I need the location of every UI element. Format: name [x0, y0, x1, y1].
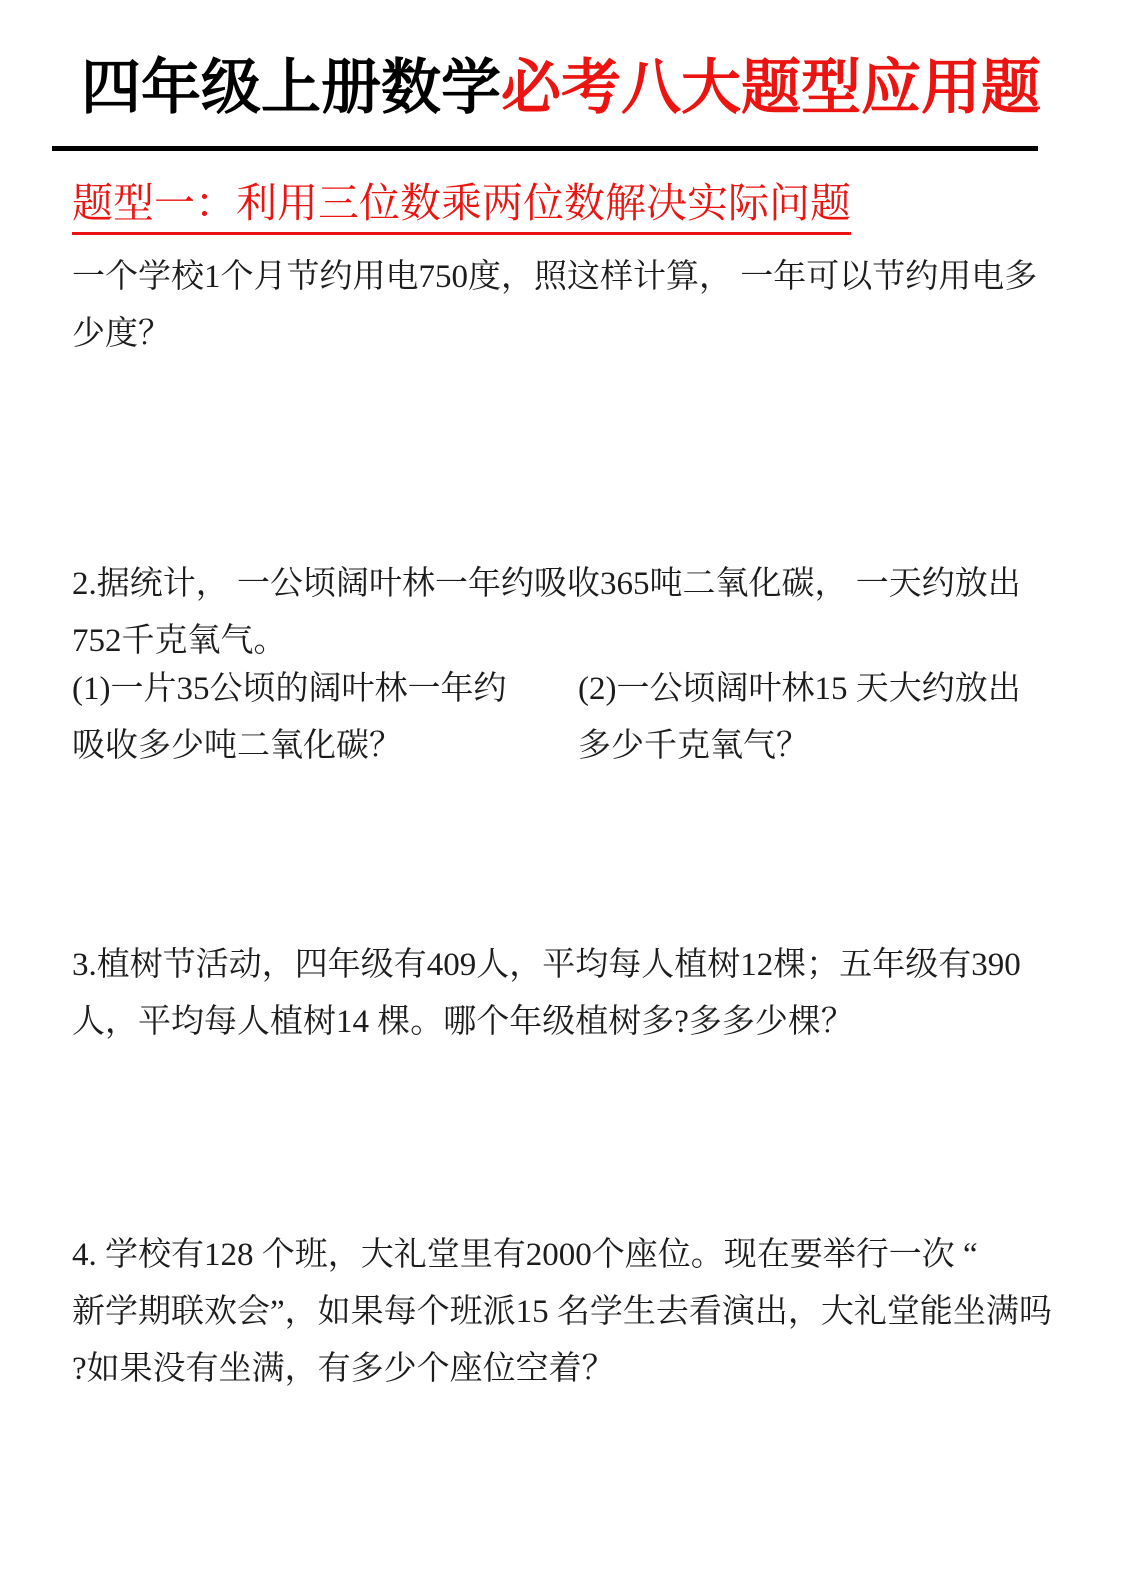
question-2-sub-1-line-1: (1)一片35公顷的阔叶林一年约	[72, 671, 507, 707]
question-2	[72, 556, 1021, 670]
question-2-sub-1-line-2: 吸收多少吨二氧化碳？	[72, 728, 402, 764]
question-2-sub-2	[578, 661, 1021, 775]
section-heading: 题型一：利用三位数乘两位数解决实际问题	[72, 180, 851, 235]
question-3-line-1: 3.植树节活动，四年级有409人，平均每人植树12棵；五年级有390	[72, 947, 1021, 983]
question-2-line-1: 2.据统计， 一公顷阔叶林一年约吸收365吨二氧化碳， 一天约放出	[72, 566, 1021, 602]
title-part-black: 四年级上册数学	[81, 54, 501, 121]
question-2-line-2: 752千克氧气。	[72, 623, 287, 659]
question-4-line-2: 新学期联欢会”，如果每个班派15 名学生去看演出，大礼堂能坐满吗	[72, 1294, 1052, 1330]
question-2-sub-2-line-2: 多少千克氧气？	[578, 728, 809, 764]
page-title	[0, 44, 1122, 132]
title-divider	[52, 146, 1038, 151]
title-part-red: 必考八大题型应用题	[501, 54, 1041, 121]
question-3	[72, 937, 1021, 1051]
question-3-line-2: 人，平均每人植树14 棵。哪个年级植树多?多多少棵？	[72, 1004, 854, 1040]
question-1	[72, 249, 1037, 363]
question-4-line-1: 4. 学校有128 个班，大礼堂里有2000个座位。现在要举行一次 “	[72, 1237, 978, 1273]
question-1-line-1: 一个学校1个月节约用电750度，照这样计算， 一年可以节约用电多	[72, 259, 1038, 295]
question-4-line-3: ?如果没有坐满，有多少个座位空着？	[72, 1351, 615, 1387]
question-1-line-2: 少度？	[72, 316, 171, 352]
question-2-sub-2-line-1: (2)一公顷阔叶林15 天大约放出	[578, 671, 1021, 707]
question-2-sub-1	[72, 661, 506, 775]
question-4	[72, 1227, 1052, 1398]
